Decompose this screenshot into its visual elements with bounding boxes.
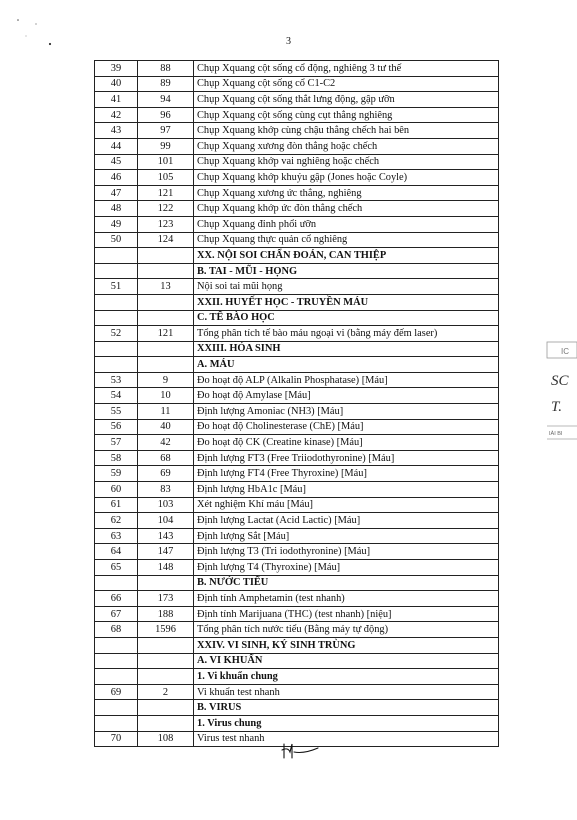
cell-service-name: C. TẾ BÀO HỌC [194,310,499,326]
margin-stamp-fragment [543,340,577,450]
cell-code [138,263,194,279]
cell-service-name: Định lượng Amoniac (NH3) [Máu] [194,404,499,420]
cell-service-name: 1. Vi khuẩn chung [194,669,499,685]
section-row [95,637,499,653]
cell-code: 96 [138,107,194,123]
table-row [95,170,499,186]
cell-service-name: Chụp Xquang khớp khuỷu gập (Jones hoặc Coyle) [194,170,499,186]
cell-code: 42 [138,435,194,451]
cell-code: 40 [138,419,194,435]
cell-code: 108 [138,731,194,747]
table-row [95,279,499,295]
cell-stt: 66 [95,591,138,607]
cell-code: 89 [138,76,194,92]
table-row [95,154,499,170]
cell-stt: 58 [95,450,138,466]
cell-service-name: Đo hoạt độ ALP (Alkalin Phosphatase) [Máu] [194,372,499,388]
cell-service-name: XXII. HUYẾT HỌC - TRUYỀN MÁU [194,294,499,310]
cell-service-name: B. NƯỚC TIỂU [194,575,499,591]
cell-service-name: Nội soi tai mũi họng [194,279,499,295]
cell-stt: 62 [95,513,138,529]
cell-service-name: Xét nghiệm Khí máu [Máu] [194,497,499,513]
cell-code: 68 [138,450,194,466]
cell-code: 13 [138,279,194,295]
cell-code: 148 [138,560,194,576]
section-row [95,700,499,716]
section-row [95,357,499,373]
cell-service-name: B. VIRUS [194,700,499,716]
cell-code: 123 [138,216,194,232]
cell-code [138,637,194,653]
section-row [95,263,499,279]
cell-stt: 57 [95,435,138,451]
cell-stt: 40 [95,76,138,92]
cell-code: 147 [138,544,194,560]
cell-code: 124 [138,232,194,248]
table-row [95,450,499,466]
cell-service-name: Định lượng Sắt [Máu] [194,528,499,544]
table-row [95,372,499,388]
cell-stt [95,357,138,373]
cell-service-name: 1. Virus chung [194,715,499,731]
cell-stt: 68 [95,622,138,638]
section-row [95,653,499,669]
cell-stt: 65 [95,560,138,576]
cell-service-name: Đo hoạt độ Cholinesterase (ChE) [Máu] [194,419,499,435]
margin-text-2: T. [551,399,562,415]
table-row [95,528,499,544]
cell-service-name: Tổng phân tích tế bào máu ngoại vi (bằng máy đếm laser) [194,326,499,342]
cell-code: 88 [138,61,194,77]
table-row [95,138,499,154]
cell-service-name: Chụp Xquang đỉnh phổi ưỡn [194,216,499,232]
table-row [95,560,499,576]
cell-stt [95,294,138,310]
section-row [95,248,499,264]
cell-stt: 39 [95,61,138,77]
cell-service-name: Virus test nhanh [194,731,499,747]
table-row [95,201,499,217]
cell-service-name: Chụp Xquang xương ức thẳng, nghiêng [194,185,499,201]
cell-stt: 63 [95,528,138,544]
cell-code: 121 [138,326,194,342]
cell-code: 122 [138,201,194,217]
page-number: 3 [286,36,291,47]
cell-service-name: Đo hoạt độ CK (Creatine kinase) [Máu] [194,435,499,451]
cell-code: 1596 [138,622,194,638]
cell-service-name: Chụp Xquang thực quản cổ nghiêng [194,232,499,248]
cell-code: 10 [138,388,194,404]
cell-code [138,310,194,326]
cell-stt: 69 [95,684,138,700]
cell-stt [95,310,138,326]
table-row [95,466,499,482]
cell-service-name: Chụp Xquang cột sống cổ C1-C2 [194,76,499,92]
cell-code: 101 [138,154,194,170]
table-row [95,404,499,420]
cell-stt: 43 [95,123,138,139]
cell-code: 94 [138,92,194,108]
cell-service-name: Chụp Xquang cột sống cổ động, nghiêng 3 tư thế [194,61,499,77]
cell-stt: 41 [95,92,138,108]
cell-stt [95,341,138,357]
cell-service-name: A. MÁU [194,357,499,373]
signature-mark [280,738,320,760]
cell-stt: 70 [95,731,138,747]
cell-code: 143 [138,528,194,544]
cell-stt: 56 [95,419,138,435]
table-row [95,107,499,123]
table-row [95,419,499,435]
cell-code: 173 [138,591,194,607]
cell-service-name: Định tính Amphetamin (test nhanh) [194,591,499,607]
cell-service-name: A. VI KHUẨN [194,653,499,669]
cell-service-name: B. TAI - MŨI - HỌNG [194,263,499,279]
cell-stt: 46 [95,170,138,186]
cell-code [138,341,194,357]
section-row [95,294,499,310]
cell-service-name: Định lượng Lactat (Acid Lactic) [Máu] [194,513,499,529]
cell-code [138,248,194,264]
cell-stt: 52 [95,326,138,342]
cell-code: 105 [138,170,194,186]
cell-code [138,575,194,591]
cell-code [138,653,194,669]
table-row [95,92,499,108]
cell-code: 97 [138,123,194,139]
cell-stt: 59 [95,466,138,482]
table-row [95,216,499,232]
table-row [95,544,499,560]
cell-service-name: Chụp Xquang xương đòn thẳng hoặc chếch [194,138,499,154]
cell-service-name: Chụp Xquang khớp vai nghiêng hoặc chếch [194,154,499,170]
cell-stt: 50 [95,232,138,248]
cell-service-name: Định tính Marijuana (THC) (test nhanh) [niệu] [194,606,499,622]
cell-code [138,357,194,373]
table-row [95,185,499,201]
cell-service-name: Định lượng T3 (Tri iodothyronine) [Máu] [194,544,499,560]
cell-service-name: Tổng phân tích nước tiểu (Bằng máy tự động) [194,622,499,638]
cell-service-name: Định lượng FT3 (Free Triiodothyronine) [Máu] [194,450,499,466]
cell-service-name: Chụp Xquang cột sống cùng cụt thẳng nghiêng [194,107,499,123]
cell-stt: 61 [95,497,138,513]
cell-code: 104 [138,513,194,529]
cell-code: 121 [138,185,194,201]
cell-code: 69 [138,466,194,482]
cell-stt [95,715,138,731]
cell-stt [95,248,138,264]
cell-stt [95,653,138,669]
cell-service-name: XXIII. HÓA SINH [194,341,499,357]
services-table-wrapper [94,60,498,747]
section-row [95,310,499,326]
table-row [95,61,499,77]
cell-stt: 49 [95,216,138,232]
cell-service-name: Vi khuẩn test nhanh [194,684,499,700]
cell-service-name: Định lượng T4 (Thyroxine) [Máu] [194,560,499,576]
table-row [95,123,499,139]
table-row [95,232,499,248]
cell-service-name: Chụp Xquang cột sống thắt lưng động, gập ưỡn [194,92,499,108]
cell-code [138,294,194,310]
scan-speckles [14,14,64,54]
cell-service-name: Định lượng HbA1c [Máu] [194,482,499,498]
section-row [95,715,499,731]
table-row [95,513,499,529]
cell-stt: 64 [95,544,138,560]
margin-text-bottom: IÀI BI [549,431,563,437]
cell-stt: 67 [95,606,138,622]
cell-stt: 42 [95,107,138,123]
margin-text-1: SC [551,373,569,389]
cell-code [138,669,194,685]
cell-stt: 44 [95,138,138,154]
table-row [95,482,499,498]
cell-service-name: Định lượng FT4 (Free Thyroxine) [Máu] [194,466,499,482]
cell-code: 99 [138,138,194,154]
cell-service-name: Đo hoạt độ Amylase [Máu] [194,388,499,404]
table-body [95,61,499,747]
cell-code [138,715,194,731]
table-row [95,684,499,700]
margin-text-top: IC [561,347,569,356]
cell-stt: 54 [95,388,138,404]
cell-service-name: Chụp Xquang khớp ức đòn thẳng chếch [194,201,499,217]
table-row [95,497,499,513]
section-row [95,341,499,357]
cell-code: 83 [138,482,194,498]
cell-code: 103 [138,497,194,513]
cell-stt: 60 [95,482,138,498]
table-row [95,435,499,451]
section-row [95,669,499,685]
cell-stt [95,669,138,685]
cell-stt: 55 [95,404,138,420]
section-row [95,575,499,591]
table-row [95,591,499,607]
cell-code: 11 [138,404,194,420]
cell-code: 2 [138,684,194,700]
cell-code: 9 [138,372,194,388]
cell-stt: 53 [95,372,138,388]
cell-stt [95,575,138,591]
cell-service-name: XXIV. VI SINH, KÝ SINH TRÙNG [194,637,499,653]
table-row [95,606,499,622]
cell-stt: 51 [95,279,138,295]
cell-code [138,700,194,716]
cell-service-name: XX. NỘI SOI CHẨN ĐOÁN, CAN THIỆP [194,248,499,264]
cell-stt: 48 [95,201,138,217]
cell-stt [95,700,138,716]
cell-stt [95,263,138,279]
services-table [94,60,499,747]
cell-stt: 45 [95,154,138,170]
cell-stt [95,637,138,653]
table-row [95,388,499,404]
cell-stt: 47 [95,185,138,201]
table-row [95,76,499,92]
cell-code: 188 [138,606,194,622]
table-row [95,326,499,342]
table-row [95,622,499,638]
cell-service-name: Chụp Xquang khớp cùng chậu thẳng chếch hai bên [194,123,499,139]
